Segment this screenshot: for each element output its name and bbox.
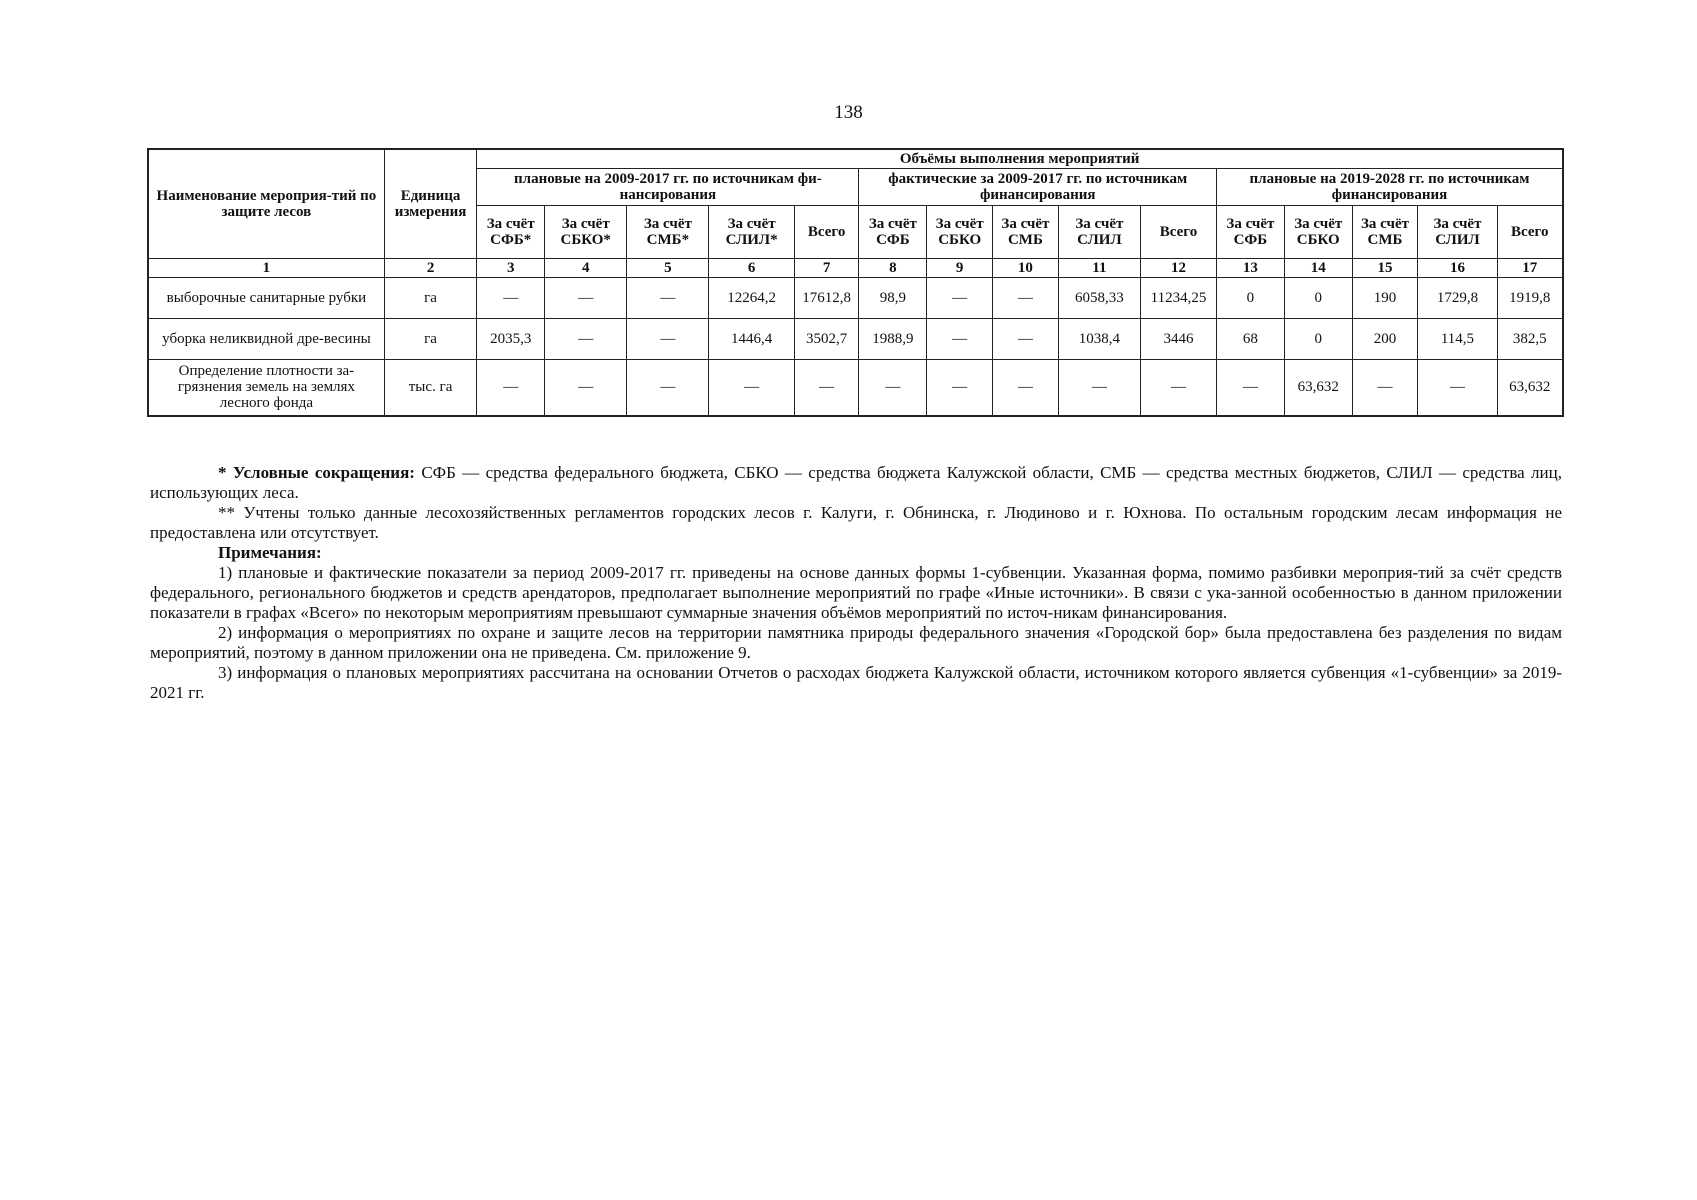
cell: — (993, 319, 1059, 360)
row-name: выборочные санитарные рубки (148, 278, 384, 319)
remarks-title: Примечания: (218, 543, 322, 562)
row-unit: га (384, 319, 476, 360)
cell: 0 (1284, 278, 1352, 319)
cell: 1919,8 (1497, 278, 1563, 319)
activities-table (147, 148, 1564, 417)
cell: 12264,2 (709, 278, 794, 319)
column-number: 7 (794, 259, 859, 278)
column-number: 1 (148, 259, 384, 278)
cell: 11234,25 (1140, 278, 1216, 319)
column-number: 4 (545, 259, 627, 278)
cell: — (545, 278, 627, 319)
cell: — (859, 360, 927, 416)
column-number: 6 (709, 259, 794, 278)
subheader: Всего (794, 206, 859, 259)
column-number: 9 (927, 259, 993, 278)
cell: 98,9 (859, 278, 927, 319)
cell: — (627, 360, 709, 416)
subheader: За счёт СЛИЛ* (709, 206, 794, 259)
cell: — (927, 319, 993, 360)
header-row-1 (148, 149, 1563, 169)
cell: — (1217, 360, 1285, 416)
cell: 3502,7 (794, 319, 859, 360)
subheader: Всего (1140, 206, 1216, 259)
subheader: За счёт СБКО (1284, 206, 1352, 259)
subheader: За счёт СФБ (859, 206, 927, 259)
cell: 63,632 (1497, 360, 1563, 416)
group-header: Объёмы выполнения мероприятий (477, 149, 1563, 169)
column-number: 12 (1140, 259, 1216, 278)
cell: 1729,8 (1418, 278, 1497, 319)
cell: 1988,9 (859, 319, 927, 360)
cell: — (927, 278, 993, 319)
row-name: Определение плотности за-грязнения земель на землях лесного фонда (148, 360, 384, 416)
table-row (148, 360, 1563, 416)
remark-2: 2) информация о мероприятиях по охране и защите лесов на территории памятника природы федерального значения «Городской бор» была предоставлена без разделения по видам мероприятий, поэтому в данном приложении она не приведена. См. приложение 9. (150, 623, 1562, 662)
cell: — (1418, 360, 1497, 416)
column-number-row (148, 259, 1563, 278)
column-number: 16 (1418, 259, 1497, 278)
cell: — (993, 278, 1059, 319)
abbreviations-label: * Условные сокращения: (218, 463, 415, 482)
col-unit-header: Единица измерения (384, 149, 476, 259)
subheader: За счёт СМБ (1352, 206, 1418, 259)
subheader: За счёт СФБ* (477, 206, 545, 259)
cell: — (709, 360, 794, 416)
remark-1: 1) плановые и фактические показатели за период 2009-2017 гг. приведены на основе данных формы 1-субвенции. Указанная форма, помимо разбивки мероприя-тий за счёт средств федерального, регионального бюджетов и средств арендаторов, предполагает выполнение мероприятий по графе «Иные источники». В связи с ука-занной особенностью в данном приложении показатели в графах «Всего» по некоторым мероприятиям превышают суммарные значения объёмов мероприятий по источ-никам финансирования. (150, 563, 1562, 622)
column-number: 3 (477, 259, 545, 278)
abbreviations-note (150, 463, 1562, 503)
cell: — (545, 319, 627, 360)
column-number: 5 (627, 259, 709, 278)
double-star-note: ** Учтены только данные лесохозяйственных регламентов городских лесов г. Калуги, г. Обнинска, г. Людиново и г. Юхнова. По остальным городским лесам информация не предоставлена или отсутствует. (150, 503, 1562, 542)
cell: 6058,33 (1058, 278, 1140, 319)
subheader: Всего (1497, 206, 1563, 259)
cell: — (627, 278, 709, 319)
row-unit: тыс. га (384, 360, 476, 416)
cell: 63,632 (1284, 360, 1352, 416)
cell: — (1352, 360, 1418, 416)
cell: — (477, 360, 545, 416)
cell: 1446,4 (709, 319, 794, 360)
column-number: 13 (1217, 259, 1285, 278)
cell: 68 (1217, 319, 1285, 360)
cell: — (1140, 360, 1216, 416)
column-number: 17 (1497, 259, 1563, 278)
notes-block (150, 463, 1562, 703)
table-row (148, 278, 1563, 319)
table-row (148, 319, 1563, 360)
cell: — (545, 360, 627, 416)
subheader: За счёт СБКО (927, 206, 993, 259)
row-unit: га (384, 278, 476, 319)
cell: 17612,8 (794, 278, 859, 319)
cell: 114,5 (1418, 319, 1497, 360)
subheader: За счёт СФБ (1217, 206, 1285, 259)
cell: 200 (1352, 319, 1418, 360)
page-number: 138 (834, 102, 863, 123)
cell: — (993, 360, 1059, 416)
subgroup-planned-2019: плановые на 2019-2028 гг. по источникам финансирования (1217, 169, 1563, 206)
cell: — (927, 360, 993, 416)
cell: 0 (1284, 319, 1352, 360)
column-number: 10 (993, 259, 1059, 278)
cell: — (794, 360, 859, 416)
cell: 382,5 (1497, 319, 1563, 360)
subheader: За счёт СБКО* (545, 206, 627, 259)
subgroup-planned-2009: плановые на 2009-2017 гг. по источникам фи-нансирования (477, 169, 859, 206)
cell: — (627, 319, 709, 360)
cell: 0 (1217, 278, 1285, 319)
column-number: 8 (859, 259, 927, 278)
subgroup-actual-2009: фактические за 2009-2017 гг. по источникам финансирования (859, 169, 1217, 206)
subheader: За счёт СМБ* (627, 206, 709, 259)
cell: 1038,4 (1058, 319, 1140, 360)
cell: 190 (1352, 278, 1418, 319)
subheader: За счёт СЛИЛ (1058, 206, 1140, 259)
cell: 2035,3 (477, 319, 545, 360)
col-name-header: Наименование мероприя-тий по защите лесов (148, 149, 384, 259)
cell: — (477, 278, 545, 319)
abbreviations-text: СФБ — средства федерального бюджета, СБКО — средства бюджета Калужской области, СМБ — средства местных бюджетов, СЛИЛ — средства лиц, использующих леса. (150, 463, 1562, 502)
subheader: За счёт СЛИЛ (1418, 206, 1497, 259)
cell: — (1058, 360, 1140, 416)
column-number: 2 (384, 259, 476, 278)
column-number: 11 (1058, 259, 1140, 278)
column-number: 14 (1284, 259, 1352, 278)
column-number: 15 (1352, 259, 1418, 278)
remark-3: 3) информация о плановых мероприятиях рассчитана на основании Отчетов о расходах бюджета Калужской области, источником которого является субвенция «1-субвенции» за 2019-2021 гг. (150, 663, 1562, 702)
subheader: За счёт СМБ (993, 206, 1059, 259)
row-name: уборка неликвидной дре-весины (148, 319, 384, 360)
cell: 3446 (1140, 319, 1216, 360)
